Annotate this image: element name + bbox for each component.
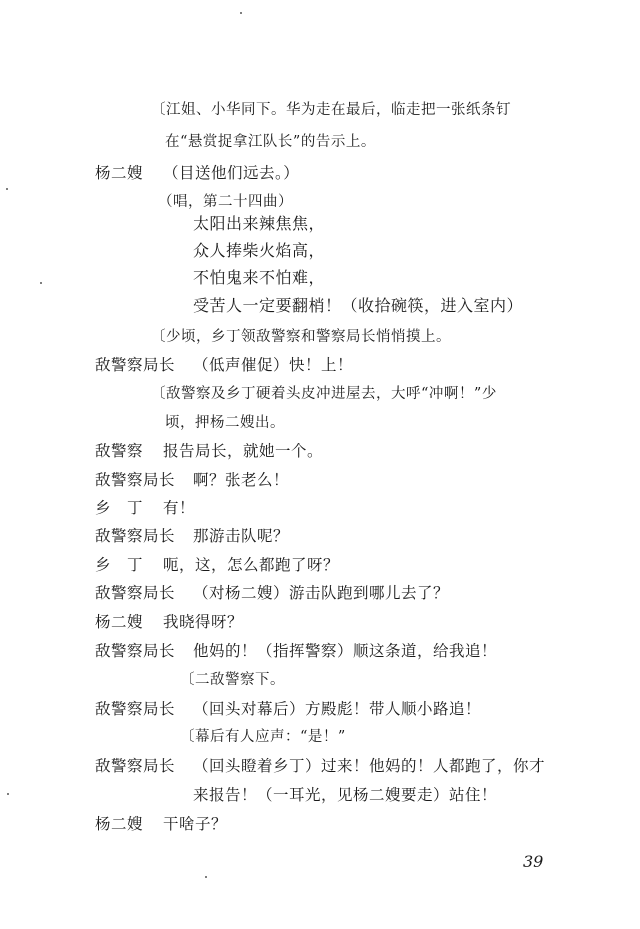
stage-direction-line: 在“悬赏捉拿江队长”的告示上。 <box>165 134 376 150</box>
dialogue-line <box>95 641 497 661</box>
dialogue-text: 呃，这，怎么都跑了呀？ <box>163 556 340 574</box>
sung-verse: 太阳出来辣焦焦， <box>193 214 326 233</box>
speaker-name: 敌警察局长 <box>95 700 176 718</box>
dialogue-line <box>95 756 545 776</box>
stage-direction-line: 〔二敌警察下。 <box>180 672 285 688</box>
sung-verse: 众人捧柴火焰高， <box>193 241 326 260</box>
speaker-name: 杨二嫂 <box>95 815 144 833</box>
speaker-name: 敌警察局长 <box>95 356 176 374</box>
dialogue-continuation: 来报告！（一耳光，见杨二嫂要走）站住！ <box>193 786 498 804</box>
speaker-name: 敌警察局长 <box>95 757 176 775</box>
stage-direction-line: 〔少顷，乡丁领敌警察和警察局长悄悄摸上。 <box>151 329 451 345</box>
speaker-name: 敌警察 <box>95 442 144 460</box>
dialogue-text: 我晓得呀？ <box>163 613 244 631</box>
speaker-name: 敌警察局长 <box>95 471 176 489</box>
stage-direction-line: 〔幕后有人应声：“是！” <box>180 729 346 745</box>
speaker-name: 敌警察局长 <box>95 527 176 545</box>
scan-speck <box>7 793 9 795</box>
dialogue-line <box>95 814 227 834</box>
scan-speck <box>240 12 242 14</box>
dialogue-text: （目送他们远去。） <box>163 164 300 182</box>
dialogue-text: （回头对幕后）方殿彪！带人顺小路追！ <box>193 700 482 718</box>
dialogue-line <box>95 498 195 518</box>
stage-direction-line: 〔江姐、小华同下。华为走在最后，临走把一张纸条钉 <box>151 102 511 118</box>
dialogue-line <box>95 526 289 546</box>
dialogue-line <box>95 163 299 183</box>
speaker-name: 乡 丁 <box>95 499 144 517</box>
speaker-name: 杨二嫂 <box>95 613 144 631</box>
dialogue-line <box>95 470 289 490</box>
dialogue-text: 有！ <box>163 499 196 517</box>
dialogue-text: 啊？张老么！ <box>193 471 290 489</box>
speaker-name: 乡 丁 <box>95 556 144 574</box>
scan-speck <box>40 282 42 284</box>
stage-direction-line: 〔敌警察及乡丁硬着头皮冲进屋去，大呼“冲啊！”少 <box>151 386 497 402</box>
sung-verse: 不怕鬼来不怕难， <box>193 268 326 287</box>
dialogue-line <box>95 699 481 719</box>
stage-direction-line: 顷，押杨二嫂出。 <box>165 415 285 431</box>
speaker-name: 杨二嫂 <box>95 164 144 182</box>
dialogue-text: （对杨二嫂）游击队跑到哪儿去了？ <box>193 584 450 602</box>
dialogue-line <box>95 612 243 632</box>
speaker-name: 敌警察局长 <box>95 642 176 660</box>
scan-speck <box>6 188 8 190</box>
dialogue-text: 他妈的！（指挥警察）顺这条道，给我追！ <box>193 642 498 660</box>
dialogue-line <box>95 583 449 603</box>
speaker-name: 敌警察局长 <box>95 584 176 602</box>
stage-direction-line: （唱，第二十四曲） <box>158 194 293 210</box>
sung-verse: 受苦人一定要翻梢！（收拾碗筷，进入室内） <box>193 296 524 315</box>
page-number: 39 <box>523 852 544 871</box>
dialogue-text: 那游击队呢？ <box>193 527 290 545</box>
scan-speck <box>205 876 207 878</box>
dialogue-line <box>95 355 353 375</box>
dialogue-text: 干啥子？ <box>163 815 228 833</box>
dialogue-text: 报告局长，就她一个。 <box>163 442 324 460</box>
dialogue-text: （回头瞪着乡丁）过来！他妈的！人都跑了，你才 <box>193 757 546 775</box>
dialogue-text: （低声催促）快！上！ <box>193 356 354 374</box>
dialogue-line <box>95 441 323 461</box>
dialogue-line <box>95 555 339 575</box>
